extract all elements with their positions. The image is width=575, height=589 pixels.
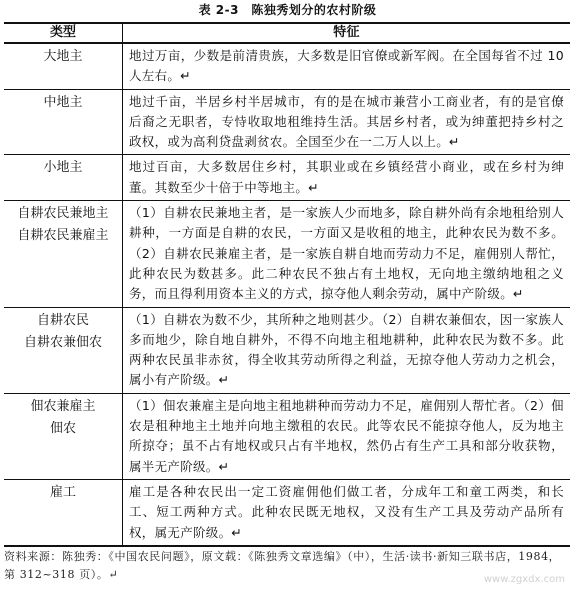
table-row [4,307,570,393]
table-row [4,154,570,200]
class-feature-cell: 地过百亩，大多数居住乡村，其职业或在乡镇经营小商业，或在乡村为绅董。其数至少十倍于中等地主。↵ [129,159,564,195]
class-type-label: 自耕农兼佃农 [23,334,102,350]
watermark: www.zgxdx.com [483,574,565,585]
header-feature: 特征 [333,25,360,40]
class-type-label: 大地主 [43,49,83,64]
class-type-cell [4,44,123,89]
table-header-row [4,24,570,43]
class-feature-cell: （1）自耕农为数不少，其所种之地则甚少。（2）自耕农兼佃农，因一家族人多而地少，除自地自耕外，不得不向地主租地耕种，此种农民为数不多。此两种农民虽非赤贫，得全收其劳动所得之利益，无掠夺他人劳动力之机会，属小有产阶级。↵ [129,311,564,388]
table-row [4,43,570,89]
class-type-label: 自耕农民兼地主 [17,206,109,222]
class-type-cell [4,90,123,155]
table-row [4,89,570,155]
header-type: 类型 [4,24,123,42]
class-type-label: 佃农兼雇主 [30,398,96,414]
class-type-label: 自耕农民兼雇主 [17,228,109,244]
class-type-label: 自耕农民 [36,312,89,328]
class-feature-cell: （1）佃农兼雇主是向地主租地耕种而劳动力不足，雇佣别人帮忙者。（2）佃农是租种地主土地并向地主缴租的农民。此等农民不能掠夺他人，反为地主所掠夺；虽不占有地权或只占有半地权，然仍占有生产工具和部分收获物，属半无产阶级。↵ [129,397,564,474]
class-type-label: 中地主 [43,94,83,110]
class-type-label: 佃农 [49,420,76,436]
class-type-cell [4,394,123,479]
table-body [4,43,570,545]
rural-class-table [4,22,570,547]
class-type-label: 小地主 [43,160,83,176]
class-type-label: 雇工 [49,484,76,500]
source-note: 资料来源：陈独秀：《中国农民问题》，原文载：《陈独秀文章选编》（中），生活·读书·新知三联书店，1984，第 312~318 页）。↵ [4,550,561,581]
class-type-cell [4,480,123,545]
class-type-cell [4,201,123,306]
table-row [4,393,570,479]
table-row [4,200,570,306]
table-row [4,479,570,545]
table-caption: 表 2-3 陈独秀划分的农村阶级 [198,3,377,17]
class-type-cell [4,308,123,393]
class-type-cell [4,155,123,200]
class-feature-cell: 雇工是各种农民出一定工资雇佣他们做工者，分成年工和童工两类，和长工、短工两种方式。此种农民既无地权，又没有生产工具及劳动产品所有权，属无产阶级。↵ [129,483,564,540]
class-feature-cell: （1）自耕农民兼地主者，是一家族人少而地多，除自耕外尚有余地租给别人耕种，一方面是自耕的农民，一方面又是收租的地主，此种农民为数不多。（2）自耕农民兼雇主者，是一家族自耕自地而劳动力不足，雇佣别人帮忙，此种农民为数甚多。此二种农民不独占有土地权，无向地主缴纳地租之义务，而且得利用资本主义的方式，掠夺他人剩余劳动，属中产阶级。↵ [129,205,564,302]
class-feature-cell: 地过千亩，半居乡村半居城市，有的是在城市兼营小工商业者，有的是官僚后裔之无职者，专恃收取地租维持生活。其居乡村者，或为绅董把持乡村之政权，或为高利贷盘剥贫农。全国至少在一二万人以上。↵ [129,93,564,150]
class-feature-cell: 地过万亩，少数是前清贵族，大多数是旧官僚或新军阀。在全国每省不过 10 人左右。↵ [129,48,564,84]
